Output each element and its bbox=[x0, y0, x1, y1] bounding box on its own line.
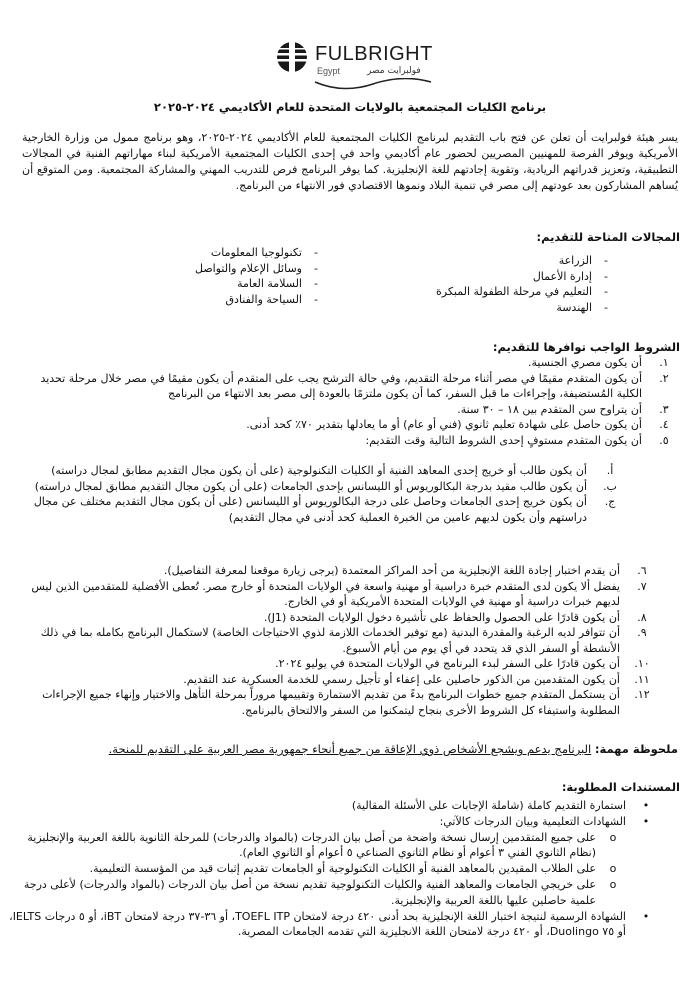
document-sub-item: o على خريجي الجامعات والمعاهد الفنية والكليات التكنولوجية تقديم نسخة من أصل بيان الدرجات (بالمواد والدرجات) لأعلى درجة علمية حاصلين عليها باللغة العربية والإنجليزية. bbox=[23, 877, 617, 907]
field-item: -السلامة العامة bbox=[237, 277, 318, 290]
document-sub-item: o على جميع المتقدمين إرسال نسخة واضحة من أصل بيان الدرجات (بالمواد والدرجات) للمرحلة الثانوية باللغة العربية والإنجليزية (نظام الثانوي الفني ٣ أعوام أو نظام الثانوي الصناعي ٥ أعوام أو الثانوي العام). bbox=[27, 830, 617, 860]
intro-paragraph: يسر هيئة فولبرايت أن تعلن عن فتح باب التقديم لبرنامج الكليات المجتمعية للعام الأكاديمي ٢٠٢٤-٢٠٢٥، وهو برنامج ممول من وزارة الخارجية الأمريكية ويوفر الفرصة للمهنيين المصريين لحضور عام أكاديمي واحد في إحدى الكليات المجتمعية الأمريكية لبناء مهاراتهم الفنية في المجالات التطبيقية، وتعزيز قدراتهم الريادية، وتقوية إجادتهم للغة الإنجليزية. كما يوفر البرنامج فرص للتدريب المهني والمشاركة المجتمعية. ومن المتوقع أن يُساهم المشاركون بعد عودتهم إلى مصر في تنمية البلاد ونموها الاقتصادي فور الانتهاء من البرنامج. bbox=[22, 131, 679, 192]
field-item: -إدارة الأعمال bbox=[532, 269, 608, 283]
logo-wordmark: FULBRIGHT bbox=[315, 43, 433, 65]
document-item: • استمارة التقديم كاملة (شاملة الإجابات على الأسئلة المقالية) bbox=[351, 799, 650, 812]
conditions-list-1 bbox=[18, 355, 680, 448]
field-item: -الزراعة bbox=[558, 254, 608, 267]
condition-item: ١١. أن يكون المتقدمين من الذكور حاصلين على إعفاء أو تأجيل رسمي للخدمة العسكرية عند التقديم. bbox=[183, 672, 650, 686]
conditions-heading: الشروط الواجب توافرها للتقديم: bbox=[492, 340, 680, 354]
condition-item: ٨. أن يكون قادرًا على الحصول والحفاظ على تأشيرة دخول الولايات المتحدة (J1). bbox=[263, 610, 647, 624]
condition-item: ٣. أن يتراوح سن المتقدم بين ١٨ – ٣٠ سنة. bbox=[457, 402, 669, 416]
field-item: -السياحة والفنادق bbox=[225, 292, 318, 306]
condition-sub-item: ج. أن يكون خريج إحدى الجامعات وحاصل على درجة البكالوريوس أو الليسانس (على أن يكون مجال التقديم مختلف عن مجال دراستهم وأن يكون لديهم عامين من الخبرة العملية كحد أدنى في مجال التقديم) bbox=[33, 495, 616, 524]
fields-right-column bbox=[436, 254, 620, 316]
logo-sub-en: Egypt bbox=[317, 66, 341, 76]
condition-item: ٤. أن يكون حاصل على شهادة تعليم ثانوي (فني أو عام) أو ما يعادلها بتقدير ٧٠٪ كحد أدنى. bbox=[246, 418, 669, 431]
field-item: -التعليم في مرحلة الطفولة المبكرة bbox=[436, 285, 608, 298]
condition-item: ٧. يفضل ألا يكون لدى المتقدم خبرة دراسية أو مهنية واسعة في الولايات المتحدة أو خارج مصر. تُعطى الأفضلية للمتقدمين الذين ليس لديهم خبرات دراسية أو مهنية في الولايات المتحدة الأمريكية أو في الخارج. bbox=[31, 579, 647, 608]
condition-sub-item: أ. أن يكون طالب أو خريج إحدى المعاهد الفنية أو الكليات التكنولوجية (على أن يكون مجال التقديم مطابق لمجال دراسته) bbox=[51, 464, 614, 477]
condition-item: ٦. أن يقدم اختبار إجادة اللغة الإنجليزية من أحد المراكز المعتمدة (يرجى زيارة موقعنا لمعرفة التفاصيل). bbox=[163, 564, 647, 577]
condition-item: ٩. أن تتوافر لديه الرغبة والمقدرة البدنية (مع توفير الخدمات اللازمة لذوي الاحتياجات الخاصة) لاستكمال البرنامج بكامله بما في ذلك الأنشطة أو السفر الذي قد يتحدد في أي يوم من أيام الأسبوع. bbox=[40, 626, 647, 655]
logo-sub-ar: فولبرايت مصر bbox=[367, 66, 421, 76]
important-note bbox=[109, 742, 678, 756]
fulbright-logo bbox=[275, 40, 445, 95]
fields-left-column bbox=[195, 246, 330, 308]
page-title: برنامج الكليات المجتمعية بالولايات المتحدة للعام الأكاديمي ٢٠٢٤-٢٠٢٥ bbox=[153, 100, 547, 114]
conditions-sub-list bbox=[20, 463, 625, 525]
condition-item: ٥. أن يكون المتقدم مستوفٍ إحدى الشروط التالية وقت التقديم: bbox=[365, 433, 669, 447]
documents-list bbox=[6, 798, 660, 940]
condition-item: ٢. أن يكون المتقدم مقيمًا في مصر أثناء مرحلة التقديم، وفي حالة الترشح يجب على المتقدم أن يكون مقيمًا في مصر خلال مرحلة تحديد الكلية المُستضيفة، وإجراءات ما قبل السفر، كما أن يكون ملتزمًا بالعودة إلى مصر بعد الانتهاء من البرنامج bbox=[40, 371, 669, 400]
field-item: -تكنولوجيا المعلومات bbox=[210, 246, 318, 259]
documents-heading: المستندات المطلوبة: bbox=[561, 780, 680, 794]
conditions-list-2 bbox=[18, 563, 658, 718]
condition-item: ١. أن يكون مصري الجنسية. bbox=[528, 356, 669, 369]
field-item: -الهندسة bbox=[556, 300, 608, 314]
logo-swoosh-icon bbox=[313, 78, 433, 92]
document-sub-item: o على الطلاب المقيدين بالمعاهد الفنية أو الكليات التكنولوجية أو الجامعات تقديم إثبات قيد من المؤسسة التعليمية. bbox=[89, 862, 617, 876]
document-item: • الشهادة الرسمية لنتيجة اختبار اللغة الإنجليزية بحد أدنى ٤٢٠ درجة لامتحان TOEFL ITP، أو ٣٦-٣٧ درجة لامتحان iBT، أو ٥ درجات IELTS، أو ٧٥ Duolingo، أو ٤٢٠ درجة لامتحان اللغة الانجليزية التي تقدمه الجامعات المصرية. bbox=[9, 909, 650, 939]
field-item: -وسائل الإعلام والتواصل bbox=[195, 261, 318, 275]
note-text: البرنامج يدعم ويشجع الأشخاص ذوي الإعاقة من جميع أنحاء جمهورية مصر العربية على التقديم للمنحة. bbox=[108, 742, 592, 756]
document-item: • الشهادات التعليمية وبيان الدرجات كالآتي: bbox=[439, 814, 650, 828]
condition-sub-item: ب. أن يكون طالب مقيد بدرجة البكالوريوس أو الليسانس بإحدى الجامعات (على أن يكون مجال التقديم مطابق لمجال دراسته) bbox=[34, 479, 617, 493]
condition-item: ١٠. أن يكون قادرًا على السفر لبدء البرنامج في الولايات المتحدة في يوليو ٢٠٢٤. bbox=[275, 657, 650, 670]
note-label: ملحوظة مهمة: bbox=[594, 742, 678, 756]
condition-item: ١٢. أن يستكمل المتقدم جميع خطوات البرنامج بدءً من تقديم الاستمارة وتقييمها مروراً بمرحلة التأهل والاختيار وإنهاء جميع الإجراءات المطلوبة واستيفاء كل الشروط الأخرى بنجاح ليتمكنوا من السفر والالتحاق بالبرنامج. bbox=[42, 688, 650, 717]
fields-heading: المجالات المتاحة للتقديم: bbox=[536, 230, 680, 244]
globe-logo-icon bbox=[275, 40, 309, 74]
